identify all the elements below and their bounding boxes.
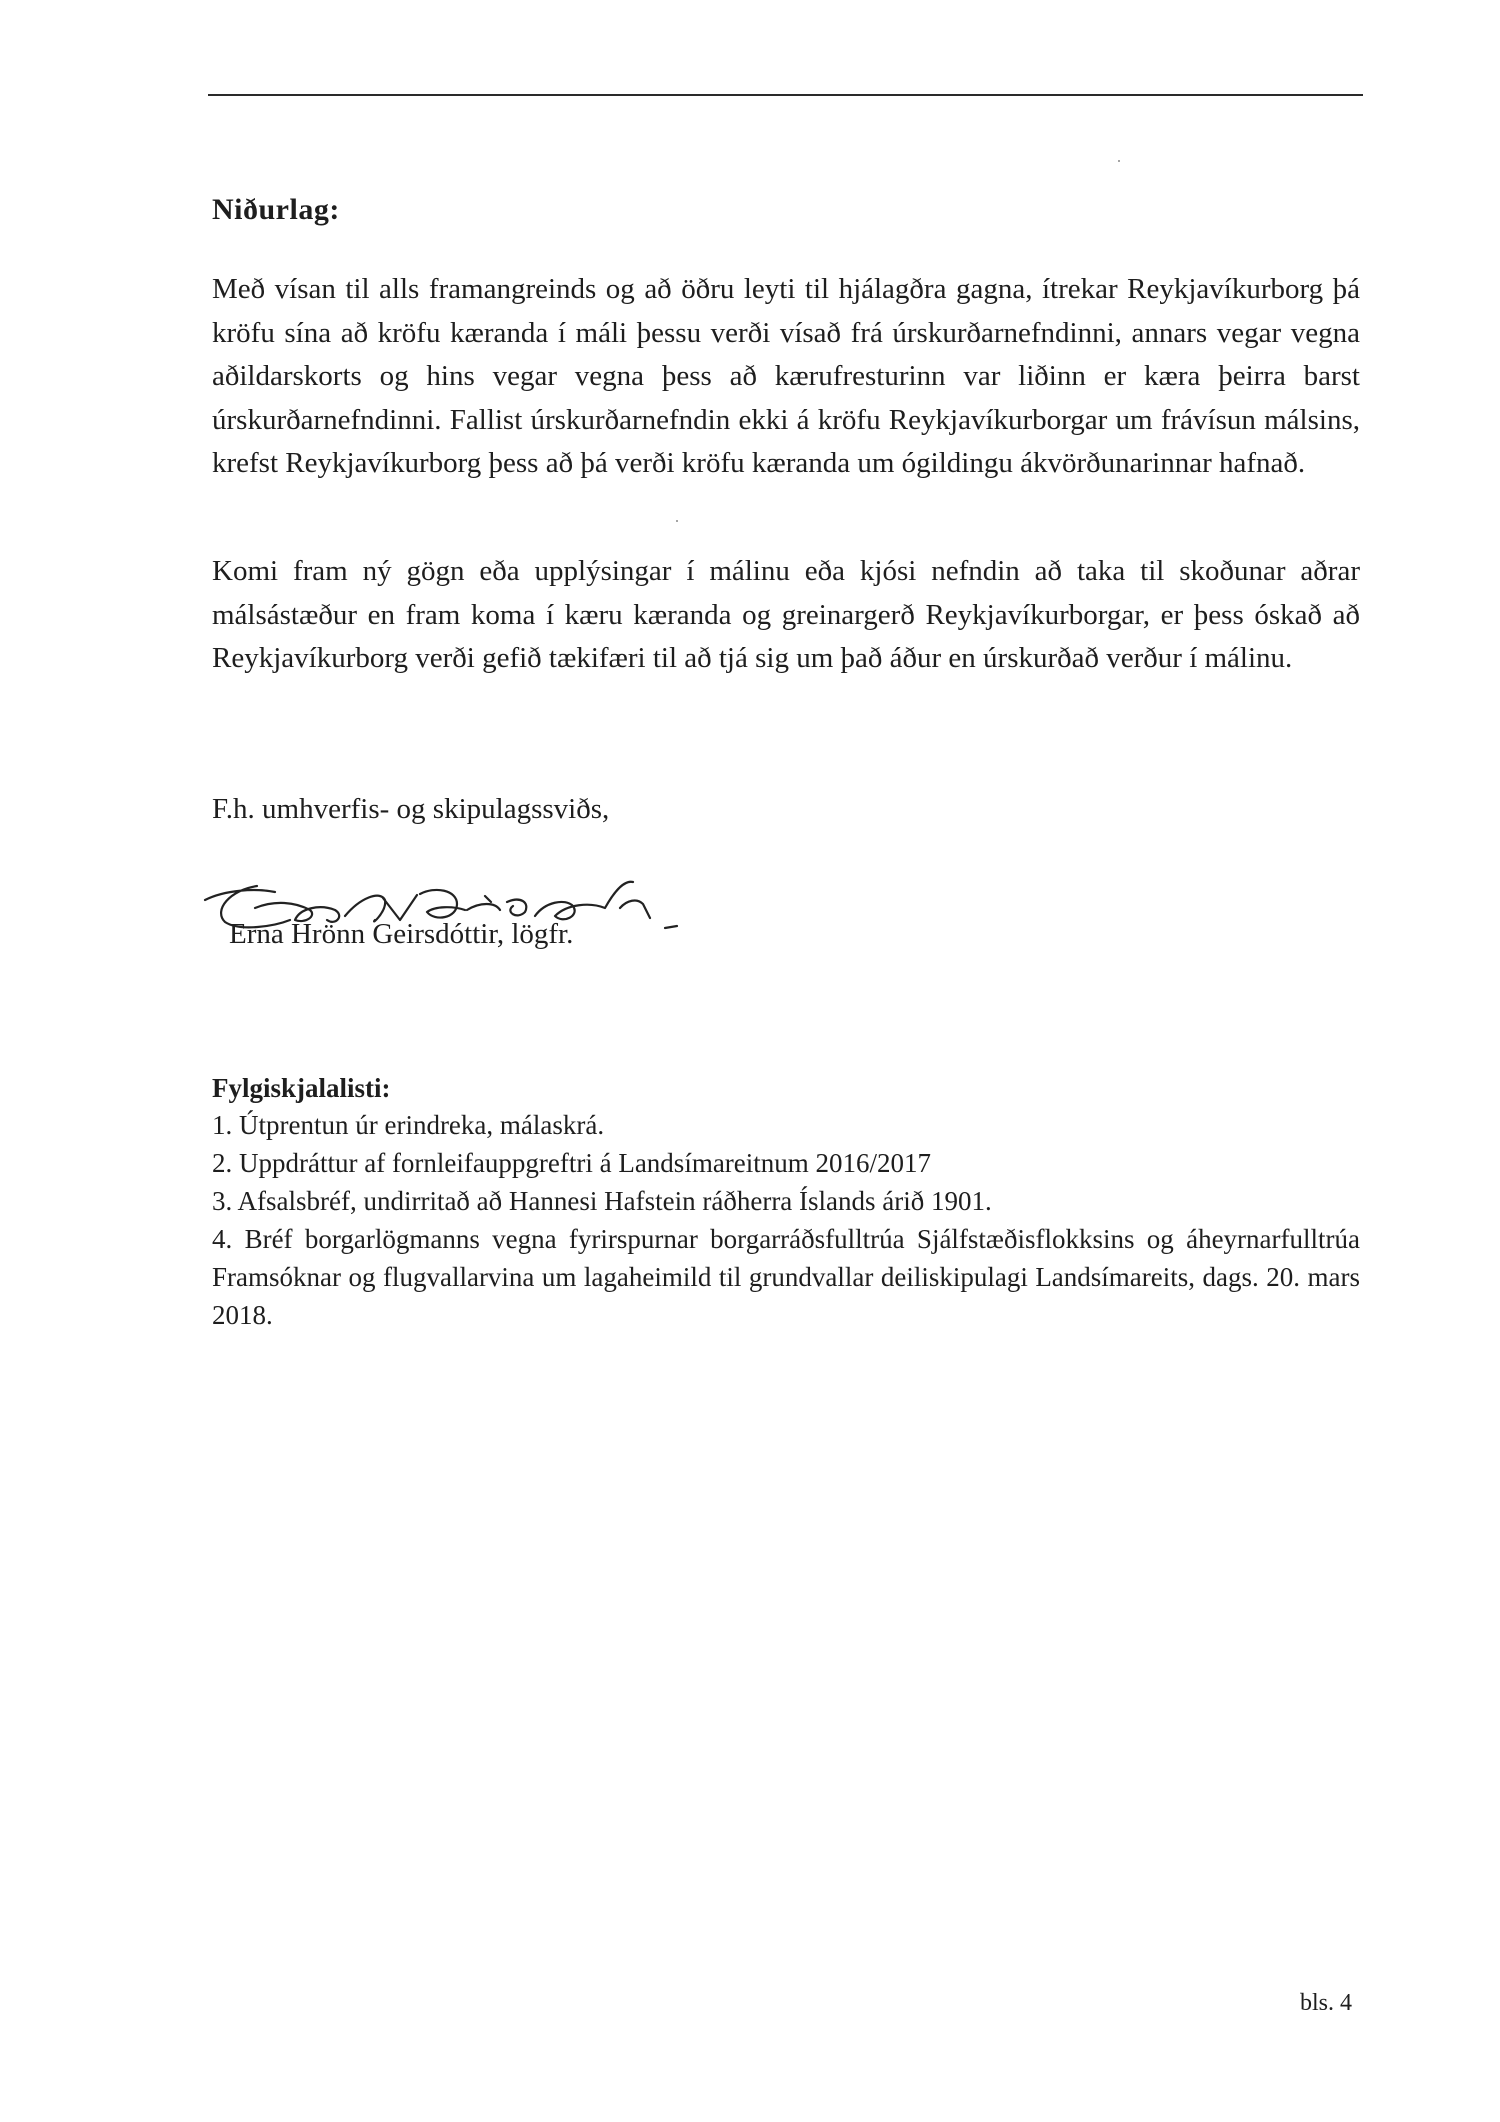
scan-speck: [676, 520, 678, 522]
enclosure-item: 1. Útprentun úr erindreka, málaskrá.: [212, 1110, 605, 1140]
enclosure-item: 3. Afsalsbréf, undirritað að Hannesi Hafstein ráðherra Íslands árið 1901.: [212, 1186, 992, 1216]
signature-block: [195, 860, 715, 970]
page-number: bls. 4: [1300, 1990, 1353, 2016]
enclosure-item: 4. Bréf borgarlögmanns vegna fyrirspurnar borgarráðsfulltrúa Sjálfstæðisflokksins og áheyrnarfulltrúa Framsóknar og flugvallarvina um lagaheimild til grundvallar deiliskipulagi Landsímareits, dags. 20. mars 2018.: [212, 1224, 1360, 1330]
header-rule: [208, 94, 1363, 96]
section-heading: Niðurlag:: [212, 193, 340, 226]
body-paragraph-2: Komi fram ný gögn eða upplýsingar í málinu eða kjósi nefndin að taka til skoðunar aðrar málsástæður en fram koma í kæru kæranda og greinargerð Reykjavíkurborgar, er þess óskað að Reykjavíkurborg verði gefið tækifæri til að tjá sig um það áður en úrskurðað verður í málinu.: [212, 555, 1360, 674]
enclosures-list: [212, 1106, 1360, 1334]
body-paragraph-1: Með vísan til alls framangreinds og að öðru leyti til hjálagðra gagna, ítrekar Reykjavíkurborg þá kröfu sína að kröfu kæranda í máli þessu verði vísað frá úrskurðarnefndinni, annars vegar vegna aðildarskorts og hins vegar vegna þess að kærufresturinn var liðinn er kæra þeirra barst úrskurðarnefndinni. Fallist úrskurðarnefndin ekki á kröfu Reykjavíkurborgar um frávísun málsins, krefst Reykjavíkurborg þess að þá verði kröfu kæranda um ógildingu ákvörðunarinnar hafnað.: [212, 273, 1360, 479]
enclosures-title: Fylgiskjalalisti:: [212, 1073, 391, 1103]
enclosure-item: 2. Uppdráttur af fornleifauppgreftri á Landsímareitnum 2016/2017: [212, 1148, 932, 1178]
handwritten-signature: [195, 860, 715, 970]
signer-name: Erna Hrönn Geirsdóttir, lögfr.: [229, 918, 574, 950]
scan-speck: [1118, 160, 1120, 162]
closing-line: F.h. umhverfis- og skipulagssviðs,: [212, 793, 610, 825]
